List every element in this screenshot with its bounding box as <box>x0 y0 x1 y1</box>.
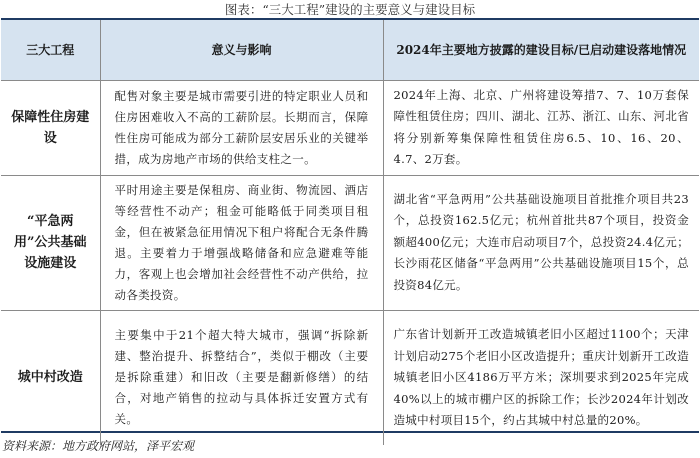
table-frame <box>1 18 699 433</box>
project-name: 城中村改造 <box>1 310 100 445</box>
table-row <box>1 80 699 175</box>
table-row <box>1 175 699 310</box>
target-cell: 湖北省“平急两用”公共基础设施项目首批推介项目共23个，总投资162.5亿元；杭州首批共87个项目，投资金额超400亿元；大连市启动项目7个，总投资24.4亿元；长沙雨花区储备“平急两用”公共基础设施项目15个，总投资84亿元。 <box>383 175 699 310</box>
target-cell: 2024年上海、北京、广州将建设筹措7、7、10万套保障性租赁住房；四川、湖北、江苏、浙江、山东、河北省将分别新筹集保障性租赁住房6.5、10、16、20、4.7、2万套。 <box>383 80 699 175</box>
header-project: 三大工程 <box>1 20 100 80</box>
goals-table <box>1 20 699 445</box>
table-header-row <box>1 20 699 80</box>
meaning-cell: 配售对象主要是城市需要引进的特定职业人员和住房困难收入不高的工薪阶层。长期而言，保障性住房可能成为部分工薪阶层安居乐业的关键举措，成为房地产市场的供给支柱之一。 <box>100 80 383 175</box>
project-name: “平急两用”公共基础设施建设 <box>1 175 100 310</box>
header-target: 2024年主要地方披露的建设目标/已启动建设落地情况 <box>383 20 699 80</box>
meaning-cell: 平时用途主要是保租房、商业街、物流园、酒店等经营性不动产；租金可能略低于同类项目租金，但在被紧急征用情况下租户将配合无条件腾退。主要着力于增强战略储备和应急避难等能力，客观上也会增加社会经营性不动产供给，拉动各类投资。 <box>100 175 383 310</box>
table-row <box>1 310 699 445</box>
target-cell: 广东省计划新开工改造城镇老旧小区超过1100个；天津计划启动275个老旧小区改造提升；重庆计划新开工改造城镇老旧小区4186万平方米；深圳要求到2025年完成40%以上的城市棚户区的拆除工作；长沙2024年计划改造城中村项目15个，约占其城中村总量的20%。 <box>383 310 699 445</box>
table-title: 图表：“三大工程”建设的主要意义与建设目标 <box>224 2 476 17</box>
header-meaning: 意义与影响 <box>100 20 383 80</box>
project-name: 保障性住房建设 <box>1 80 100 175</box>
meaning-cell: 主要集中于21个超大特大城市，强调“拆除新建、整治提升、拆整结合”，类似于棚改（主要是拆除重建）和旧改（主要是翻新修缮）的结合，对地产销售的拉动与具体拆迁安置方式有关。 <box>100 310 383 445</box>
source-note: 资料来源：地方政府网站，泽平宏观 <box>2 439 195 453</box>
